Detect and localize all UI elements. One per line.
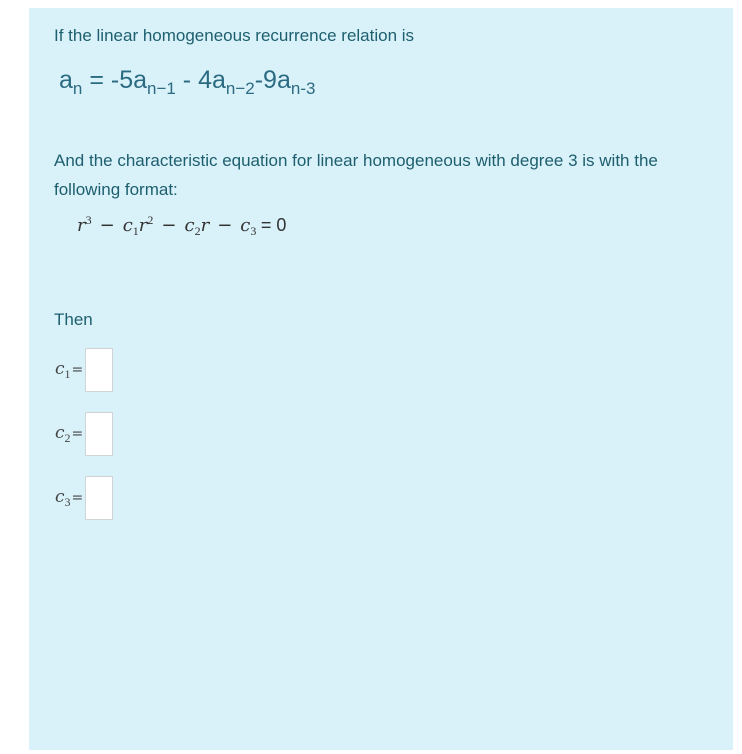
c1-row	[55, 348, 113, 392]
question-panel	[29, 8, 733, 750]
characteristic-text: And the characteristic equation for linear homogeneous with degree 3 is with the following format:	[54, 151, 658, 199]
characteristic-equation: $r^3 - c_1r^2 - c_2r - c_3 = 0$	[77, 213, 287, 238]
c1-answer-input[interactable]	[85, 348, 113, 392]
c2-answer-input[interactable]	[85, 412, 113, 456]
c2-label: $c_2=$	[55, 422, 84, 445]
intro-text: If the linear homogeneous recurrence relation is	[54, 26, 415, 45]
c1-label: $c_1=$	[55, 358, 84, 381]
term-2: - $4a_{n-2}$	[175, 66, 255, 98]
c3-label: $c_3=$	[55, 486, 84, 509]
equals-sign: =	[82, 66, 111, 94]
term-1: $-5a_{n-1}$	[110, 66, 176, 98]
c3-answer-input[interactable]	[85, 476, 113, 520]
lhs-term: $a_n$	[59, 66, 83, 98]
term-3: $-9a_{n-3}$	[254, 66, 316, 98]
then-label: Then	[54, 310, 93, 329]
recurrence-relation	[59, 66, 315, 99]
c2-row	[55, 412, 113, 456]
c3-row	[55, 476, 113, 520]
